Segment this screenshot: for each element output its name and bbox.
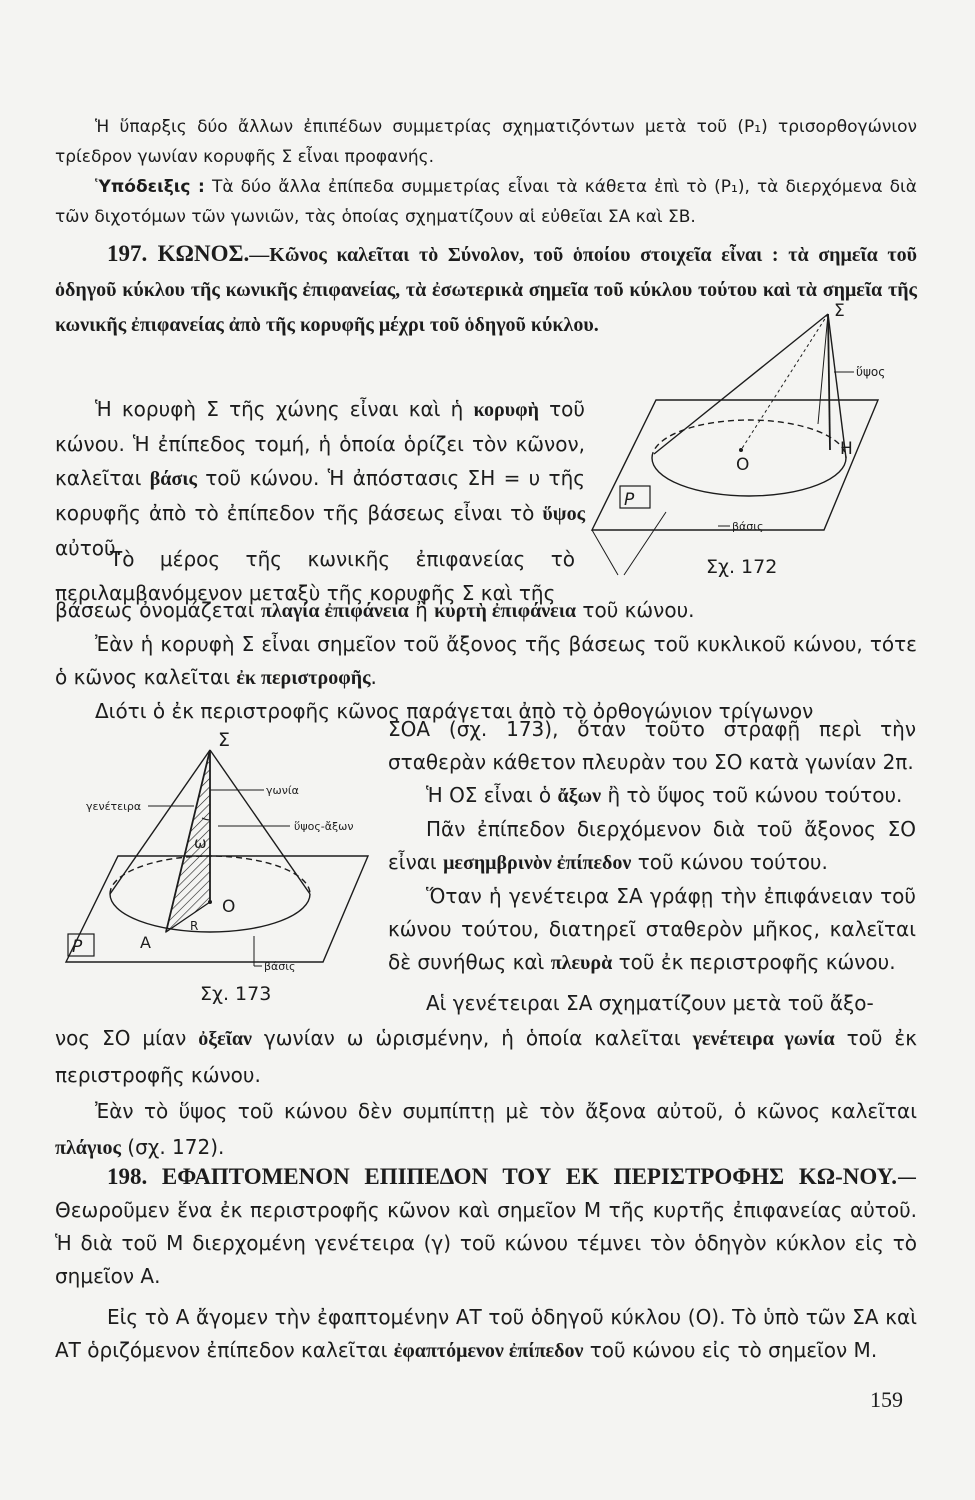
angle-text-3: γωνίαν ω ὡρισμένην, ἡ ὁποία καλεῖται <box>251 1026 693 1050</box>
generatrix-text-2: τοῦ ἐκ περιστροφῆς κώνου. <box>612 950 896 974</box>
term-tangent-plane: ἐφαπτόμενον ἐπίπεδον <box>393 1340 584 1362</box>
term-acute: ὀξεῖαν <box>198 1028 252 1050</box>
apex-paragraph <box>55 392 585 565</box>
fig173-base-label: βάσις <box>264 960 296 973</box>
fig172-inner-line <box>818 314 828 424</box>
page-number: 159 <box>870 1387 903 1412</box>
fig172-base-label: βάσις <box>732 520 764 533</box>
apex-text-4: αὐτοῦ. <box>55 536 122 560</box>
hint-label: Ὑπόδειξις : <box>95 177 205 197</box>
fig173-plane-label: P <box>72 937 83 957</box>
fig173-plane <box>66 856 368 962</box>
angle-text-4: τοῦ ἐκ περιστροφῆς κώνου. <box>55 1026 917 1087</box>
fig172-plane-extension <box>592 512 666 575</box>
section-198-paragraph-2 <box>55 1301 917 1368</box>
term-generating-angle: γενέτειρα γωνία <box>692 1028 835 1050</box>
main-text-block <box>55 594 917 728</box>
angle-text-2: νος ΣΟ μίαν <box>55 1026 199 1050</box>
apex-text-1: Ἡ κορυφὴ Σ τῆς χώνης εἶναι καὶ ἡ <box>95 397 474 421</box>
lateral-text-2 <box>55 594 917 628</box>
fig173-center-point <box>208 900 212 904</box>
fig172-height-line <box>828 314 830 450</box>
section-198-heading: 198. ΕΦΑΠΤΟΜΕΝΟΝ ΕΠΙΠΕΔΟΝ ΤΟΥ ΕΚ ΠΕΡΙΣΤΡΟΦΗΣ ΚΩ-ΝΟΥ. <box>107 1164 897 1189</box>
figure-172-caption: Σχ. 172 <box>706 556 778 578</box>
lateral-text-2a: βάσεως ὀνομάζεται <box>55 598 261 622</box>
generatrix-paragraph <box>388 880 916 980</box>
term-axis: ἄξων <box>557 785 602 807</box>
fig172-foot-label: Η <box>840 439 853 459</box>
term-base: βάσις <box>149 468 197 490</box>
lateral-text-2b: ἢ <box>408 598 435 622</box>
fig173-omega-label: ω <box>194 834 207 852</box>
apex-text-3: τοῦ κώνου. Ἡ ἀπόστασις ΣΗ = υ τῆς κορυφῆς ἀπὸ τὸ ἐπίπεδον τῆς βάσεως εἶναι τὸ <box>55 466 586 525</box>
because-text-2: ΣΟΑ (σχ. 173), ὅταν τοῦτο στραφῇ περὶ τὴν σταθερὰν κάθετον πλευρὰν του ΣΟ κατὰ γωνίαν 2π. <box>388 717 916 774</box>
figure-172 <box>578 300 908 580</box>
lower-text-block <box>55 1020 917 1166</box>
axis-paragraph <box>388 779 916 813</box>
hint-paragraph <box>55 172 917 232</box>
axis-text-1: Ἡ ΟΣ εἶναι ὁ <box>426 783 558 807</box>
fig173-center-label: Ο <box>222 897 236 917</box>
apex-text <box>55 392 585 565</box>
section-198-text-2b: τοῦ κώνου εἰς τὸ σημεῖον Μ. <box>583 1338 878 1362</box>
lateral-text-2c: τοῦ κώνου. <box>576 598 695 622</box>
rotation-text-2: . <box>370 665 377 689</box>
term-apex: κορυφὴ <box>473 399 539 421</box>
fig172-height-label: ὕψος <box>856 365 886 379</box>
term-meridian-plane: μεσημβρινὸν ἐπίπεδον <box>443 852 632 874</box>
generatrix-text-1: Ὅταν ἡ γενέτειρα ΣΑ γράφῃ τὴν ἐπιφάνειαν τοῦ κώνου τούτου, διατηρεῖ σταθερὸν μῆκος, καλεῖται δὲ συνήθως καὶ <box>388 884 916 974</box>
fig172-apex-label: Σ <box>834 301 845 321</box>
term-lateral-surface: πλαγία ἐπιφάνεια <box>260 600 409 622</box>
oblique-text-1: Ἐὰν τὸ ὕψος τοῦ κώνου δὲν συμπίπτῃ μὲ τὸν ἄξονα αὐτοῦ, ὁ κῶνος καλεῖται <box>95 1099 917 1123</box>
term-side: πλευρὰ <box>550 952 613 974</box>
intro-line: Ἡ ὕπαρξις δύο ἄλλων ἐπιπέδων συμμετρίας σχηματιζόντων μετὰ τοῦ (P₁) τρισορθογώνιον τρίεδρον γωνίαν κορυφῆς Σ εἶναι προφανής. <box>55 117 917 167</box>
fig172-center-point <box>739 448 743 452</box>
meridian-text-1: Πᾶν ἐπίπεδον διερχόμενον διὰ τοῦ ἄξονος ΣΟ εἶναι <box>388 817 916 874</box>
fig173-radius-label: R <box>190 919 199 933</box>
meridian-paragraph <box>388 813 916 880</box>
right-column-text <box>388 713 916 980</box>
figure-173-caption: Σχ. 173 <box>200 983 272 1005</box>
rotation-paragraph <box>55 628 917 695</box>
fig172-to-center <box>741 314 828 450</box>
hint-text: Τὰ δύο ἄλλα ἐπίπεδα συμμετρίας εἶναι τὰ κάθετα ἐπὶ τὸ (P₁), τὰ διερχόμενα διὰ τῶν διχοτόμων τῶν γωνιῶν, τὰς ὁποίας σχηματίζουν αἱ εὐθεῖαι ΣΑ καὶ ΣΒ. <box>55 177 917 227</box>
fig173-generatrix-label: γενέτειρα <box>86 800 142 813</box>
angle-text-1: Αἱ γενέτειραι ΣΑ σχηματίζουν μετὰ τοῦ ἄξο- <box>426 991 874 1015</box>
angle-paragraph <box>55 1020 917 1093</box>
figure-173 <box>58 726 388 986</box>
fig172-generatrix-left <box>654 314 828 454</box>
rotation-text-1: Ἐὰν ἡ κορυφὴ Σ εἶναι σημεῖον τοῦ ἄξονος τῆς βάσεως τοῦ κυκλικοῦ κώνου, τότε ὁ κῶνος καλεῖται <box>55 632 917 689</box>
fig172-center-label: Ο <box>736 455 750 475</box>
fig172-plane <box>592 400 878 530</box>
oblique-text-2: (σχ. 172). <box>120 1135 225 1159</box>
intro-paragraph <box>55 112 917 232</box>
term-oblique: πλάγιος <box>55 1137 121 1159</box>
angle-line-start <box>388 987 916 1020</box>
fig173-angle-label: γωνία <box>266 784 299 797</box>
fig173-apex-label: Σ <box>218 729 231 751</box>
section-198-text-1: — Θεωροῦμεν ἕνα ἐκ περιστροφῆς κῶνον καὶ σημεῖον Μ τῆς κυρτῆς ἐπιφανείας αὐτοῦ. Ἡ διὰ τοῦ Μ διερχομένη γενέτειρα (γ) τοῦ κώνου τέμνει τὸν ὁδηγὸν κύκλον εἰς τὸ σημεῖον Α. <box>55 1165 917 1288</box>
term-height: ὕψος <box>542 503 585 525</box>
fig173-axis-label: ὕψος-ἄξων <box>294 820 354 833</box>
meridian-text-2: τοῦ κώνου τούτου. <box>631 850 828 874</box>
definition-body: —Κῶνος καλεῖται τὸ Σύνολον, τοῦ ὁποίου στοιχεῖα εἶναι : τὰ σημεῖα τοῦ ὁδηγοῦ κύκλου τῆς κωνικῆς ἐπιφανείας, τὰ ἐσωτερικὰ σημεῖα τοῦ κύκλου τούτου καὶ τὰ σημεῖα τῆς κωνικῆς ἐπιφανείας ἀπὸ τῆς κορυφῆς μέχρι τοῦ ὁδηγοῦ κύκλου. <box>55 244 917 336</box>
apex-text-2: τοῦ κώνου. Ἡ ἐπίπεδος τομή, ἡ ὁποία ὁρίζει τὸν κῶνον, καλεῖται <box>55 397 585 490</box>
section-198-paragraph-1 <box>55 1160 917 1293</box>
term-of-revolution: ἐκ περιστροφῆς <box>236 667 371 689</box>
oblique-paragraph <box>55 1093 917 1166</box>
section-198 <box>55 1160 917 1368</box>
axis-text-2: ἢ τὸ ὕψος τοῦ κώνου τούτου. <box>601 783 903 807</box>
lateral-text-1: Τὸ μέρος τῆς κωνικῆς ἐπιφανείας τὸ περιλαμβανόμενον μεταξὺ τῆς κορυφῆς Σ καὶ τῆς <box>55 547 575 605</box>
because-text-1: Διότι ὁ ἐκ περιστροφῆς κῶνος παράγεται ἀπὸ τὸ ὀρθογώνιον τρίγωνον <box>95 699 814 723</box>
fig172-base-back <box>652 420 846 458</box>
fig172-plane-label: P <box>624 490 635 510</box>
term-convex-surface: κυρτὴ ἐπιφάνεια <box>434 600 577 622</box>
section-197-heading: 197. ΚΩΝΟΣ. <box>107 241 250 266</box>
fig173-point-a-label: A <box>140 933 151 952</box>
section-198-text-2a: Εἰς τὸ Α ἄγομεν τὴν ἐφαπτομένην ΑΤ τοῦ ὁδηγοῦ κύκλου (Ο). Τὸ ὑπὸ τῶν ΣΑ καὶ ΑΤ ὁριζόμενον ἐπίπεδον καλεῖται <box>55 1305 917 1362</box>
